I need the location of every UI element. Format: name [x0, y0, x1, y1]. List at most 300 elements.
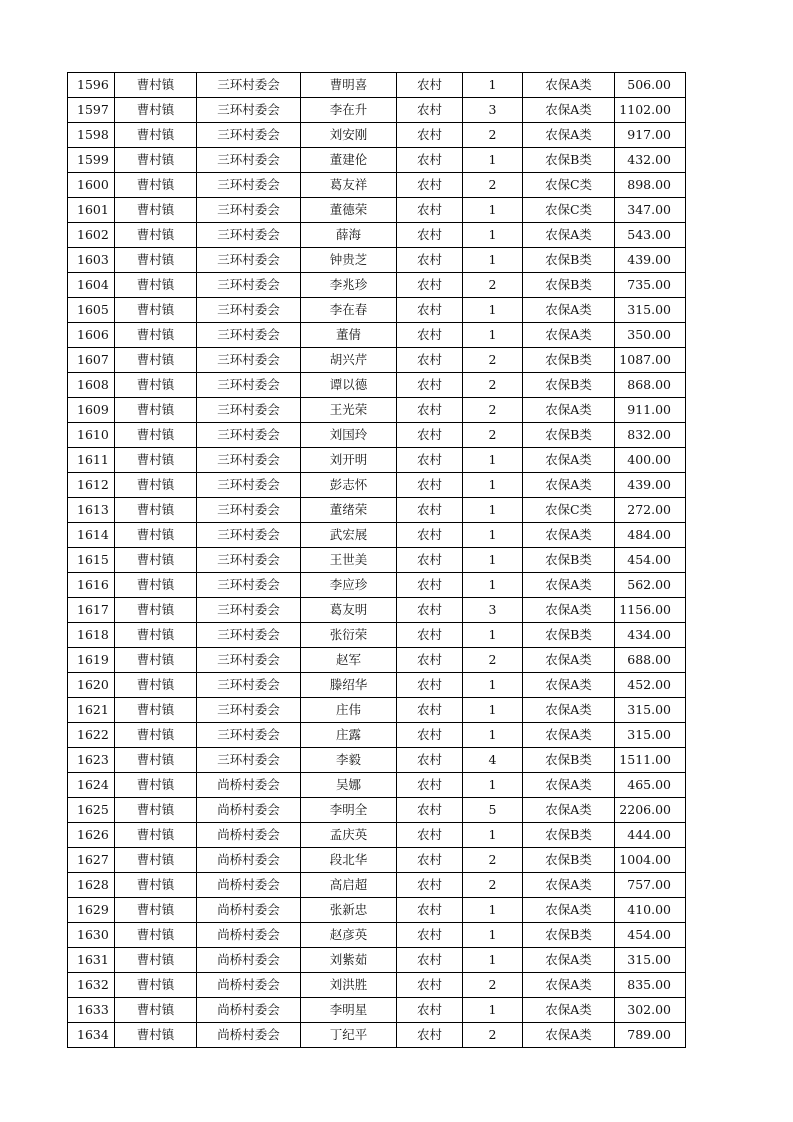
town-cell: 曹村镇: [115, 673, 197, 698]
village-committee-cell: 尚桥村委会: [197, 948, 301, 973]
member-count-cell: 1: [463, 923, 523, 948]
insurance-category-cell: 农保A类: [523, 698, 615, 723]
amount-cell: 789.00: [615, 1023, 686, 1048]
table-row: [68, 373, 686, 398]
town-cell: 曹村镇: [115, 973, 197, 998]
member-count-cell: 2: [463, 873, 523, 898]
insurance-category-cell: 农保A类: [523, 673, 615, 698]
insurance-category-cell: 农保A类: [523, 448, 615, 473]
household-type-cell: 农村: [397, 148, 463, 173]
insurance-category-cell: 农保A类: [523, 798, 615, 823]
household-type-cell: 农村: [397, 848, 463, 873]
row-number-cell: 1614: [68, 523, 115, 548]
table-row: [68, 873, 686, 898]
town-cell: 曹村镇: [115, 423, 197, 448]
member-count-cell: 1: [463, 723, 523, 748]
table-row: [68, 673, 686, 698]
table-row: [68, 648, 686, 673]
person-name-cell: 赵彦英: [301, 923, 397, 948]
insurance-category-cell: 农保C类: [523, 173, 615, 198]
table-row: [68, 223, 686, 248]
amount-cell: 439.00: [615, 473, 686, 498]
member-count-cell: 1: [463, 198, 523, 223]
person-name-cell: 葛友明: [301, 598, 397, 623]
amount-cell: 410.00: [615, 898, 686, 923]
village-committee-cell: 三环村委会: [197, 348, 301, 373]
row-number-cell: 1626: [68, 823, 115, 848]
insurance-category-cell: 农保A类: [523, 773, 615, 798]
row-number-cell: 1613: [68, 498, 115, 523]
amount-cell: 1511.00: [615, 748, 686, 773]
insurance-category-cell: 农保B类: [523, 248, 615, 273]
village-committee-cell: 三环村委会: [197, 298, 301, 323]
person-name-cell: 赵军: [301, 648, 397, 673]
person-name-cell: 胡兴芹: [301, 348, 397, 373]
person-name-cell: 李应珍: [301, 573, 397, 598]
person-name-cell: 张新忠: [301, 898, 397, 923]
insurance-category-cell: 农保A类: [523, 723, 615, 748]
member-count-cell: 4: [463, 748, 523, 773]
village-committee-cell: 三环村委会: [197, 573, 301, 598]
village-committee-cell: 尚桥村委会: [197, 798, 301, 823]
row-number-cell: 1631: [68, 948, 115, 973]
town-cell: 曹村镇: [115, 373, 197, 398]
table-row: [68, 173, 686, 198]
village-committee-cell: 尚桥村委会: [197, 848, 301, 873]
table-row: [68, 798, 686, 823]
town-cell: 曹村镇: [115, 273, 197, 298]
amount-cell: 917.00: [615, 123, 686, 148]
town-cell: 曹村镇: [115, 723, 197, 748]
household-type-cell: 农村: [397, 198, 463, 223]
town-cell: 曹村镇: [115, 873, 197, 898]
village-committee-cell: 三环村委会: [197, 598, 301, 623]
person-name-cell: 张衍荣: [301, 623, 397, 648]
town-cell: 曹村镇: [115, 1023, 197, 1048]
amount-cell: 454.00: [615, 548, 686, 573]
row-number-cell: 1634: [68, 1023, 115, 1048]
amount-cell: 439.00: [615, 248, 686, 273]
amount-cell: 315.00: [615, 298, 686, 323]
town-cell: 曹村镇: [115, 948, 197, 973]
insurance-category-cell: 农保C类: [523, 198, 615, 223]
table-row: [68, 573, 686, 598]
table-row: [68, 148, 686, 173]
amount-cell: 315.00: [615, 698, 686, 723]
town-cell: 曹村镇: [115, 548, 197, 573]
insurance-category-cell: 农保A类: [523, 973, 615, 998]
member-count-cell: 2: [463, 973, 523, 998]
row-number-cell: 1620: [68, 673, 115, 698]
village-committee-cell: 三环村委会: [197, 123, 301, 148]
member-count-cell: 2: [463, 373, 523, 398]
member-count-cell: 1: [463, 148, 523, 173]
insurance-category-cell: 农保A类: [523, 598, 615, 623]
member-count-cell: 1: [463, 823, 523, 848]
amount-cell: 400.00: [615, 448, 686, 473]
amount-cell: 2206.00: [615, 798, 686, 823]
person-name-cell: 李在春: [301, 298, 397, 323]
insurance-category-cell: 农保A类: [523, 873, 615, 898]
row-number-cell: 1624: [68, 773, 115, 798]
member-count-cell: 2: [463, 848, 523, 873]
member-count-cell: 1: [463, 623, 523, 648]
table-row: [68, 773, 686, 798]
household-type-cell: 农村: [397, 348, 463, 373]
table-row: [68, 748, 686, 773]
insurance-category-cell: 农保A类: [523, 948, 615, 973]
table-row: [68, 73, 686, 98]
table-row: [68, 348, 686, 373]
table-row: [68, 723, 686, 748]
member-count-cell: 2: [463, 648, 523, 673]
town-cell: 曹村镇: [115, 898, 197, 923]
household-type-cell: 农村: [397, 748, 463, 773]
household-type-cell: 农村: [397, 423, 463, 448]
household-type-cell: 农村: [397, 248, 463, 273]
household-type-cell: 农村: [397, 123, 463, 148]
insurance-category-cell: 农保B类: [523, 548, 615, 573]
table-row: [68, 123, 686, 148]
town-cell: 曹村镇: [115, 348, 197, 373]
town-cell: 曹村镇: [115, 248, 197, 273]
person-name-cell: 谭以德: [301, 373, 397, 398]
town-cell: 曹村镇: [115, 748, 197, 773]
amount-cell: 444.00: [615, 823, 686, 848]
person-name-cell: 李在升: [301, 98, 397, 123]
table-row: [68, 623, 686, 648]
amount-cell: 1087.00: [615, 348, 686, 373]
amount-cell: 302.00: [615, 998, 686, 1023]
town-cell: 曹村镇: [115, 998, 197, 1023]
amount-cell: 434.00: [615, 623, 686, 648]
person-name-cell: 薛海: [301, 223, 397, 248]
amount-cell: 835.00: [615, 973, 686, 998]
town-cell: 曹村镇: [115, 123, 197, 148]
row-number-cell: 1598: [68, 123, 115, 148]
row-number-cell: 1606: [68, 323, 115, 348]
member-count-cell: 1: [463, 773, 523, 798]
insurance-category-cell: 农保B类: [523, 923, 615, 948]
member-count-cell: 1: [463, 898, 523, 923]
member-count-cell: 1: [463, 548, 523, 573]
subsidy-ledger-table: [67, 72, 686, 1048]
amount-cell: 911.00: [615, 398, 686, 423]
row-number-cell: 1612: [68, 473, 115, 498]
person-name-cell: 李毅: [301, 748, 397, 773]
village-committee-cell: 尚桥村委会: [197, 923, 301, 948]
ledger-body: [68, 73, 686, 1048]
row-number-cell: 1625: [68, 798, 115, 823]
town-cell: 曹村镇: [115, 223, 197, 248]
amount-cell: 315.00: [615, 948, 686, 973]
member-count-cell: 2: [463, 173, 523, 198]
household-type-cell: 农村: [397, 973, 463, 998]
village-committee-cell: 三环村委会: [197, 398, 301, 423]
village-committee-cell: 三环村委会: [197, 448, 301, 473]
person-name-cell: 孟庆英: [301, 823, 397, 848]
amount-cell: 898.00: [615, 173, 686, 198]
amount-cell: 688.00: [615, 648, 686, 673]
row-number-cell: 1605: [68, 298, 115, 323]
insurance-category-cell: 农保B类: [523, 148, 615, 173]
insurance-category-cell: 农保A类: [523, 298, 615, 323]
table-row: [68, 848, 686, 873]
table-row: [68, 98, 686, 123]
row-number-cell: 1633: [68, 998, 115, 1023]
town-cell: 曹村镇: [115, 298, 197, 323]
town-cell: 曹村镇: [115, 698, 197, 723]
household-type-cell: 农村: [397, 623, 463, 648]
town-cell: 曹村镇: [115, 648, 197, 673]
village-committee-cell: 尚桥村委会: [197, 898, 301, 923]
table-row: [68, 498, 686, 523]
table-row: [68, 523, 686, 548]
village-committee-cell: 三环村委会: [197, 498, 301, 523]
village-committee-cell: 尚桥村委会: [197, 773, 301, 798]
amount-cell: 735.00: [615, 273, 686, 298]
row-number-cell: 1600: [68, 173, 115, 198]
insurance-category-cell: 农保B类: [523, 373, 615, 398]
household-type-cell: 农村: [397, 73, 463, 98]
town-cell: 曹村镇: [115, 448, 197, 473]
row-number-cell: 1602: [68, 223, 115, 248]
household-type-cell: 农村: [397, 773, 463, 798]
village-committee-cell: 三环村委会: [197, 673, 301, 698]
table-row: [68, 298, 686, 323]
row-number-cell: 1616: [68, 573, 115, 598]
village-committee-cell: 三环村委会: [197, 173, 301, 198]
row-number-cell: 1619: [68, 648, 115, 673]
row-number-cell: 1629: [68, 898, 115, 923]
table-row: [68, 423, 686, 448]
household-type-cell: 农村: [397, 223, 463, 248]
household-type-cell: 农村: [397, 1023, 463, 1048]
insurance-category-cell: 农保B类: [523, 848, 615, 873]
person-name-cell: 曹明喜: [301, 73, 397, 98]
village-committee-cell: 三环村委会: [197, 523, 301, 548]
household-type-cell: 农村: [397, 923, 463, 948]
member-count-cell: 2: [463, 1023, 523, 1048]
town-cell: 曹村镇: [115, 848, 197, 873]
village-committee-cell: 三环村委会: [197, 248, 301, 273]
table-row: [68, 923, 686, 948]
amount-cell: 506.00: [615, 73, 686, 98]
amount-cell: 454.00: [615, 923, 686, 948]
table-row: [68, 448, 686, 473]
village-committee-cell: 三环村委会: [197, 273, 301, 298]
person-name-cell: 滕绍华: [301, 673, 397, 698]
household-type-cell: 农村: [397, 498, 463, 523]
village-committee-cell: 尚桥村委会: [197, 873, 301, 898]
village-committee-cell: 三环村委会: [197, 748, 301, 773]
row-number-cell: 1627: [68, 848, 115, 873]
row-number-cell: 1623: [68, 748, 115, 773]
village-committee-cell: 三环村委会: [197, 148, 301, 173]
amount-cell: 868.00: [615, 373, 686, 398]
table-row: [68, 198, 686, 223]
household-type-cell: 农村: [397, 873, 463, 898]
village-committee-cell: 三环村委会: [197, 623, 301, 648]
insurance-category-cell: 农保B类: [523, 348, 615, 373]
person-name-cell: 董绪荣: [301, 498, 397, 523]
row-number-cell: 1611: [68, 448, 115, 473]
member-count-cell: 1: [463, 448, 523, 473]
row-number-cell: 1610: [68, 423, 115, 448]
town-cell: 曹村镇: [115, 98, 197, 123]
row-number-cell: 1603: [68, 248, 115, 273]
town-cell: 曹村镇: [115, 598, 197, 623]
table-row: [68, 948, 686, 973]
insurance-category-cell: 农保A类: [523, 73, 615, 98]
row-number-cell: 1608: [68, 373, 115, 398]
insurance-category-cell: 农保C类: [523, 498, 615, 523]
insurance-category-cell: 农保B类: [523, 748, 615, 773]
person-name-cell: 李兆珍: [301, 273, 397, 298]
member-count-cell: 2: [463, 273, 523, 298]
town-cell: 曹村镇: [115, 148, 197, 173]
person-name-cell: 葛友祥: [301, 173, 397, 198]
insurance-category-cell: 农保B类: [523, 823, 615, 848]
row-number-cell: 1622: [68, 723, 115, 748]
household-type-cell: 农村: [397, 523, 463, 548]
amount-cell: 432.00: [615, 148, 686, 173]
person-name-cell: 刘洪胜: [301, 973, 397, 998]
table-row: [68, 548, 686, 573]
person-name-cell: 刘紫茹: [301, 948, 397, 973]
person-name-cell: 刘安刚: [301, 123, 397, 148]
household-type-cell: 农村: [397, 673, 463, 698]
insurance-category-cell: 农保A类: [523, 398, 615, 423]
amount-cell: 465.00: [615, 773, 686, 798]
insurance-category-cell: 农保A类: [523, 223, 615, 248]
household-type-cell: 农村: [397, 448, 463, 473]
town-cell: 曹村镇: [115, 923, 197, 948]
insurance-category-cell: 农保A类: [523, 998, 615, 1023]
person-name-cell: 董德荣: [301, 198, 397, 223]
amount-cell: 562.00: [615, 573, 686, 598]
person-name-cell: 李明星: [301, 998, 397, 1023]
person-name-cell: 彭志怀: [301, 473, 397, 498]
person-name-cell: 庄伟: [301, 698, 397, 723]
row-number-cell: 1621: [68, 698, 115, 723]
village-committee-cell: 三环村委会: [197, 698, 301, 723]
member-count-cell: 1: [463, 698, 523, 723]
village-committee-cell: 三环村委会: [197, 548, 301, 573]
amount-cell: 347.00: [615, 198, 686, 223]
member-count-cell: 3: [463, 98, 523, 123]
member-count-cell: 1: [463, 573, 523, 598]
household-type-cell: 农村: [397, 548, 463, 573]
row-number-cell: 1599: [68, 148, 115, 173]
town-cell: 曹村镇: [115, 323, 197, 348]
insurance-category-cell: 农保A类: [523, 98, 615, 123]
row-number-cell: 1630: [68, 923, 115, 948]
person-name-cell: 王世美: [301, 548, 397, 573]
row-number-cell: 1597: [68, 98, 115, 123]
amount-cell: 1004.00: [615, 848, 686, 873]
town-cell: 曹村镇: [115, 773, 197, 798]
amount-cell: 832.00: [615, 423, 686, 448]
household-type-cell: 农村: [397, 273, 463, 298]
amount-cell: 757.00: [615, 873, 686, 898]
town-cell: 曹村镇: [115, 473, 197, 498]
member-count-cell: 1: [463, 523, 523, 548]
village-committee-cell: 三环村委会: [197, 73, 301, 98]
member-count-cell: 1: [463, 948, 523, 973]
row-number-cell: 1596: [68, 73, 115, 98]
town-cell: 曹村镇: [115, 498, 197, 523]
member-count-cell: 1: [463, 298, 523, 323]
member-count-cell: 1: [463, 323, 523, 348]
household-type-cell: 农村: [397, 323, 463, 348]
person-name-cell: 刘国玲: [301, 423, 397, 448]
insurance-category-cell: 农保B类: [523, 273, 615, 298]
table-row: [68, 323, 686, 348]
person-name-cell: 丁纪平: [301, 1023, 397, 1048]
village-committee-cell: 三环村委会: [197, 323, 301, 348]
village-committee-cell: 三环村委会: [197, 723, 301, 748]
town-cell: 曹村镇: [115, 198, 197, 223]
member-count-cell: 1: [463, 498, 523, 523]
member-count-cell: 1: [463, 473, 523, 498]
amount-cell: 350.00: [615, 323, 686, 348]
person-name-cell: 武宏展: [301, 523, 397, 548]
village-committee-cell: 尚桥村委会: [197, 823, 301, 848]
table-row: [68, 698, 686, 723]
town-cell: 曹村镇: [115, 523, 197, 548]
member-count-cell: 1: [463, 673, 523, 698]
table-row: [68, 473, 686, 498]
table-row: [68, 898, 686, 923]
village-committee-cell: 三环村委会: [197, 648, 301, 673]
person-name-cell: 庄露: [301, 723, 397, 748]
person-name-cell: 董倩: [301, 323, 397, 348]
village-committee-cell: 三环村委会: [197, 223, 301, 248]
table-row: [68, 598, 686, 623]
amount-cell: 1156.00: [615, 598, 686, 623]
member-count-cell: 2: [463, 123, 523, 148]
row-number-cell: 1628: [68, 873, 115, 898]
row-number-cell: 1632: [68, 973, 115, 998]
amount-cell: 452.00: [615, 673, 686, 698]
row-number-cell: 1609: [68, 398, 115, 423]
household-type-cell: 农村: [397, 798, 463, 823]
village-committee-cell: 三环村委会: [197, 98, 301, 123]
row-number-cell: 1604: [68, 273, 115, 298]
household-type-cell: 农村: [397, 898, 463, 923]
town-cell: 曹村镇: [115, 398, 197, 423]
household-type-cell: 农村: [397, 573, 463, 598]
town-cell: 曹村镇: [115, 73, 197, 98]
table-row: [68, 998, 686, 1023]
household-type-cell: 农村: [397, 698, 463, 723]
household-type-cell: 农村: [397, 998, 463, 1023]
member-count-cell: 3: [463, 598, 523, 623]
town-cell: 曹村镇: [115, 173, 197, 198]
table-row: [68, 823, 686, 848]
household-type-cell: 农村: [397, 98, 463, 123]
household-type-cell: 农村: [397, 723, 463, 748]
amount-cell: 1102.00: [615, 98, 686, 123]
household-type-cell: 农村: [397, 598, 463, 623]
village-committee-cell: 尚桥村委会: [197, 998, 301, 1023]
household-type-cell: 农村: [397, 373, 463, 398]
household-type-cell: 农村: [397, 473, 463, 498]
member-count-cell: 1: [463, 73, 523, 98]
village-committee-cell: 三环村委会: [197, 423, 301, 448]
person-name-cell: 王光荣: [301, 398, 397, 423]
